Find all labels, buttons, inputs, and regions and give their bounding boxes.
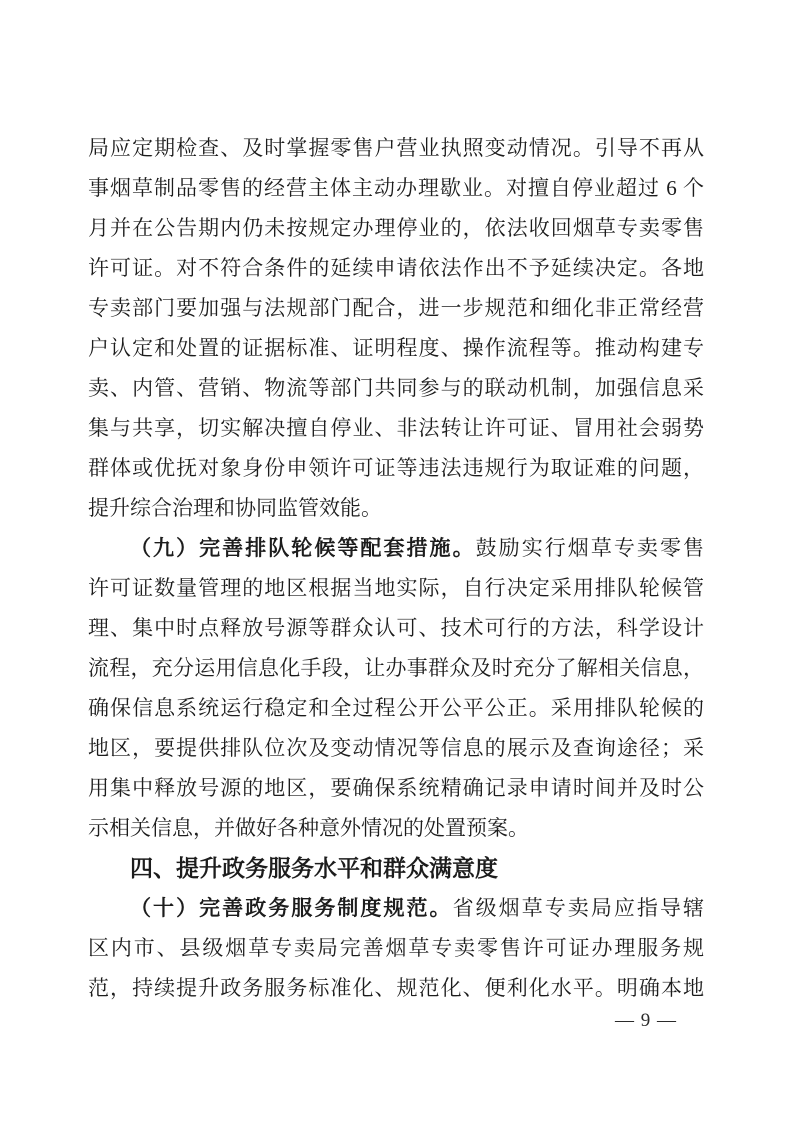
- body-text: 许可证数量管理的地区根据当地实际，自行决定采用排队轮候管: [88, 576, 704, 600]
- text-line: [88, 608, 704, 648]
- body-text: 事烟草制品零售的经营主体主动办理歇业。对擅自停业超过 6 个: [88, 176, 704, 200]
- text-line: [88, 448, 704, 488]
- document-body: [88, 128, 704, 1008]
- body-text: 范，持续提升政务服务标准化、规范化、便利化水平。明确本地: [88, 976, 704, 1000]
- text-line: [88, 728, 704, 768]
- body-text: 用集中释放号源的地区，要确保系统精确记录申请时间并及时公: [88, 776, 704, 800]
- text-line: [88, 368, 704, 408]
- text-line: [88, 208, 704, 248]
- body-text: 户认定和处置的证据标准、证明程度、操作流程等。推动构建专: [88, 336, 704, 360]
- text-line: [88, 128, 704, 168]
- body-text: 月并在公告期内仍未按规定办理停业的，依法收回烟草专卖零售: [88, 216, 704, 240]
- text-line: [88, 528, 704, 568]
- body-text: 许可证。对不符合条件的延续申请依法作出不予延续决定。各地: [88, 256, 704, 280]
- text-line: [88, 328, 704, 368]
- text-line: [88, 648, 704, 688]
- body-text: 示相关信息，并做好各种意外情况的处置预案。: [88, 816, 529, 840]
- body-text: 局应定期检查、及时掌握零售户营业执照变动情况。引导不再从: [88, 136, 704, 160]
- body-text: 鼓励实行烟草专卖零售: [475, 536, 704, 560]
- text-line: [88, 568, 704, 608]
- text-line: [88, 168, 704, 208]
- text-line: [88, 248, 704, 288]
- text-line: [88, 928, 704, 968]
- body-text: 地区，要提供排队位次及变动情况等信息的展示及查询途径；采: [88, 736, 704, 760]
- body-text: 卖、内管、营销、物流等部门共同参与的联动机制，加强信息采: [88, 376, 704, 400]
- text-line: [88, 488, 704, 528]
- body-text: 省级烟草专卖局应指导辖: [452, 896, 705, 920]
- text-line: [88, 808, 704, 848]
- text-line: [88, 408, 704, 448]
- text-line: [88, 888, 704, 928]
- body-text: 专卖部门要加强与法规部门配合，进一步规范和细化非正常经营: [88, 296, 704, 320]
- body-text: 提升综合治理和协同监管效能。: [88, 496, 382, 520]
- body-text: 确保信息系统运行稳定和全过程公开公平公正。采用排队轮候的: [88, 696, 704, 720]
- body-text: 流程，充分运用信息化手段，让办事群众及时充分了解相关信息，: [88, 656, 704, 680]
- text-line: [88, 288, 704, 328]
- section-heading: [88, 848, 704, 888]
- body-text: 群体或优抚对象身份申领许可证等违法违规行为取证难的问题，: [88, 456, 704, 480]
- body-text: 区内市、县级烟草专卖局完善烟草专卖零售许可证办理服务规: [88, 936, 704, 960]
- emphasis-text: （十）完善政务服务制度规范。: [130, 896, 453, 920]
- text-line: [88, 688, 704, 728]
- page-number: — 9 —: [615, 1010, 677, 1031]
- emphasis-text: （九）完善排队轮候等配套措施。: [130, 536, 476, 560]
- body-text: 理、集中时点释放号源等群众认可、技术可行的方法，科学设计: [88, 616, 704, 640]
- emphasis-text: 四、提升政务服务水平和群众满意度: [130, 855, 498, 881]
- body-text: 集与共享，切实解决擅自停业、非法转让许可证、冒用社会弱势: [88, 416, 704, 440]
- text-line: [88, 968, 704, 1008]
- text-line: [88, 768, 704, 808]
